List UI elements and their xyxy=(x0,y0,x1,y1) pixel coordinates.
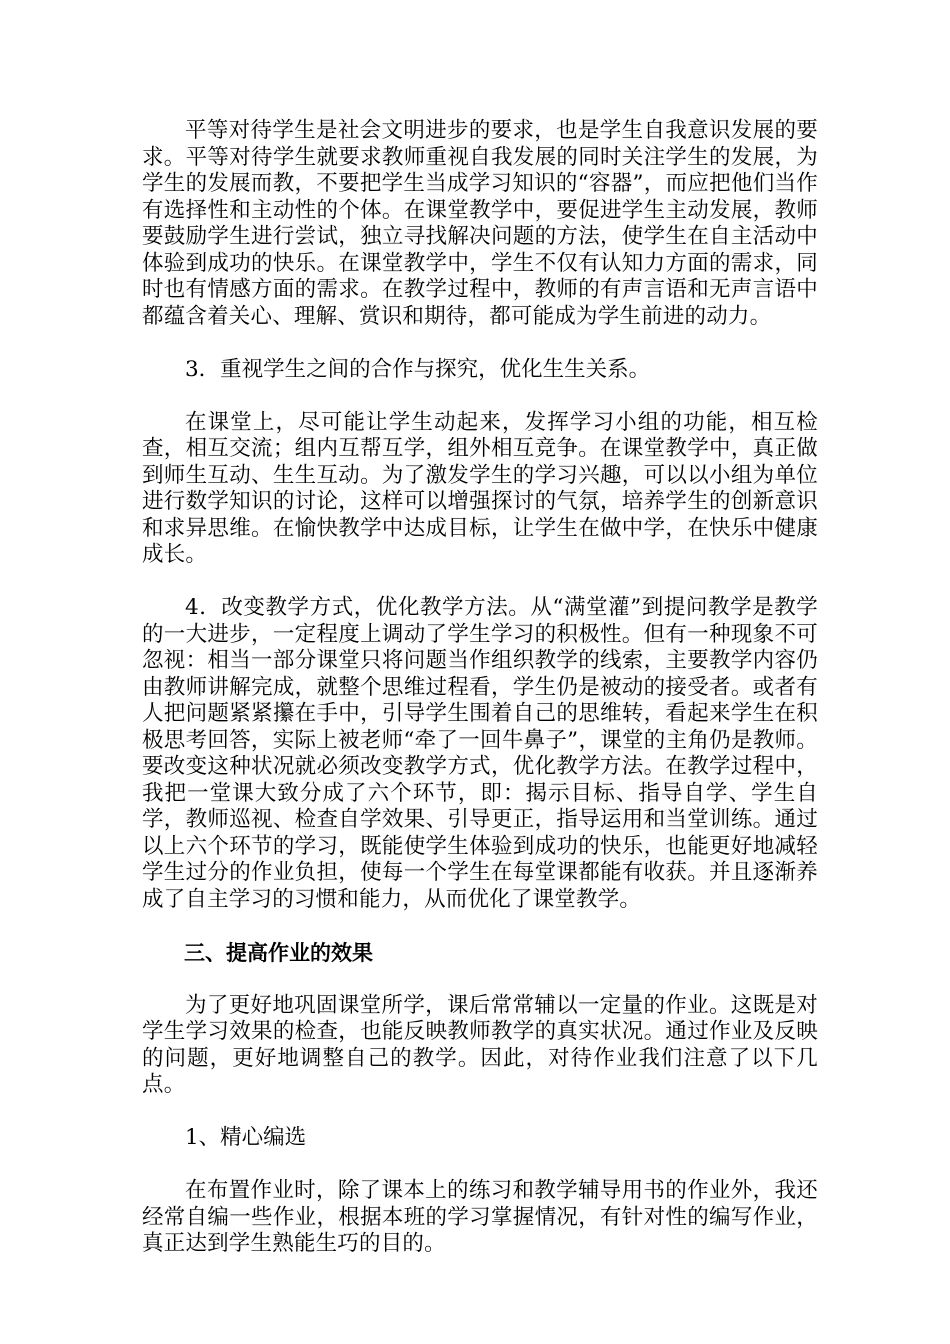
paragraph-homework-intro: 为了更好地巩固课堂所学，课后常常辅以一定量的作业。这既是对学生学习效果的检查，也能反映教师教学的真实状况。通过作业及反映的问题，更好地调整自己的教学。因此，对待作业我们注意了以下几点。 xyxy=(142,992,818,1097)
document-page xyxy=(142,118,818,1284)
section-heading-homework: 三、提高作业的效果 xyxy=(184,940,373,965)
paragraph-assign-homework: 在布置作业时，除了课本上的练习和教学辅导用书的作业外，我还经常自编一些作业，根据本班的学习掌握情况，有针对性的编写作业，真正达到学生熟能生巧的目的。 xyxy=(142,1178,818,1256)
item-heading-3: 3．重视学生之间的合作与探究，优化生生关系。 xyxy=(185,356,651,382)
paragraph-teaching-method: 4．改变教学方式，优化教学方法。从“满堂灌”到提问教学是教学的一大进步，一定程度上调动了学生学习的积极性。但有一种现象不可忽视：相当一部分课堂只将问题当作组织教学的线索，主要教学内容仍由教师讲解完成，就整个思维过程看，学生仍是被动的接受者。或者有人把问题紧紧攥在手中，引导学生围着自己的思维转，看起来学生在积极思考回答，实际上被老师“牵了一回牛鼻子”，课堂的主角仍是教师。要改变这种状况就必须改变教学方式，优化教学方法。在教学过程中，我把一堂课大致分成了六个环节，即：揭示目标、指导自学、学生自学，教师巡视、检查自学效果、引导更正，指导运用和当堂训练。通过以上六个环节的学习，既能使学生体验到成功的快乐，也能更好地减轻学生过分的作业负担，使每一个学生在每堂课都能有收获。并且逐渐养成了自主学习的习惯和能力，从而优化了课堂教学。 xyxy=(142,595,818,912)
paragraph-cooperation: 在课堂上，尽可能让学生动起来，发挥学习小组的功能，相互检查，相互交流；组内互帮互学，组外相互竞争。在课堂教学中，真正做到师生互动、生生互动。为了激发学生的学习兴趣，可以以小组为单位进行数学知识的讨论，这样可以增强探讨的气氛，培养学生的创新意识和求异思维。在愉快教学中达成目标，让学生在做中学，在快乐中健康成长。 xyxy=(142,409,818,567)
paragraph-equal-treatment: 平等对待学生是社会文明进步的要求，也是学生自我意识发展的要求。平等对待学生就要求教师重视自我发展的同时关注学生的发展，为学生的发展而教，不要把学生当成学习知识的“容器”，而应把他们当作有选择性和主动性的个体。在课堂教学中，要促进学生主动发展，教师要鼓励学生进行尝试，独立寻找解决问题的方法，使学生在自主活动中体验到成功的快乐。在课堂教学中，学生不仅有认知力方面的需求，同时也有情感方面的需求。在教学过程中，教师的有声言语和无声言语中都蕴含着关心、理解、赏识和期待，都可能成为学生前进的动力。 xyxy=(142,118,818,329)
item-careful-selection: 1、精心编选 xyxy=(185,1125,307,1150)
